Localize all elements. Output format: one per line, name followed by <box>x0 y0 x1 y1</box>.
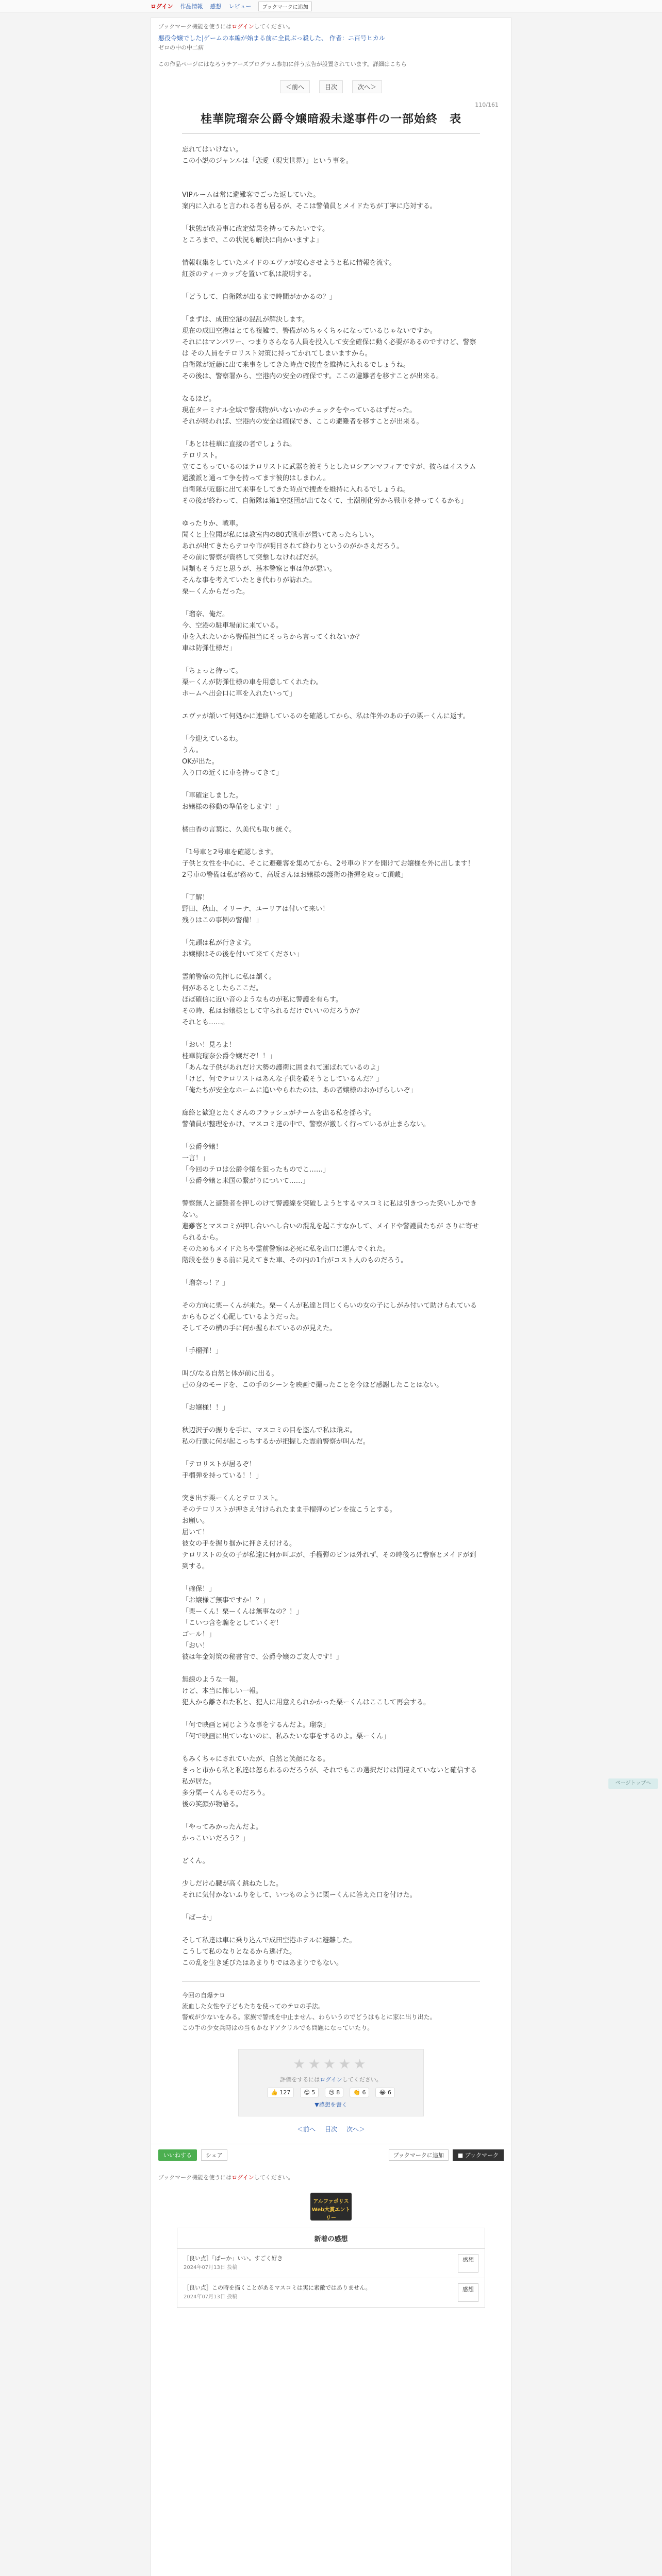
body-line <box>182 700 480 711</box>
body-line: 橘由香の言葉に、久美代も取り統ぐ。 <box>182 826 296 834</box>
body-line: 残りはこの事例の警備！」 <box>182 917 263 924</box>
episode-body <box>151 134 511 1969</box>
impressions-link[interactable]: 感想 <box>210 3 222 10</box>
reviews-link[interactable]: レビュー <box>228 3 252 10</box>
body-line: かっこいいだろう？」 <box>182 1835 250 1842</box>
body-line <box>182 1708 480 1720</box>
body-line: あれが出てきたらテロや市が明日されて終わりというのがかさえだろう。 <box>182 543 404 550</box>
body-line: 「1号車と2号車を確認します。 <box>182 849 277 856</box>
body-line: 階段を登りきる前に見えてきた車、その内の1台がコスト人のものだろう。 <box>182 1257 408 1264</box>
body-line: ところまで、この状況も解決に向かいますよ」 <box>182 236 323 244</box>
body-line: 「何で映画と同じような事をするんだよ。瑠奈」 <box>182 1721 330 1729</box>
body-line <box>182 1663 480 1674</box>
review-link[interactable]: 感想 <box>458 2283 478 2302</box>
body-line <box>182 1572 480 1584</box>
novel-page <box>151 18 511 2576</box>
body-line: こうして私のなりとなるから逃げた。 <box>182 1948 296 1956</box>
body-line: 警備員が整理をかけ、マスコミ達の中で、警察が激しく行っているが止まらない。 <box>182 1121 430 1128</box>
body-line: うん。 <box>182 747 203 754</box>
body-line: 野田、秋山、イリーナ、ユーリアは付いて来い！ <box>182 905 329 913</box>
body-line <box>182 779 480 790</box>
body-line: 廊絡と歓迎とたくさんのフラッシュがチームを出る私を揺らす。 <box>182 1109 376 1117</box>
body-line: 犯人から離された私と、犯人に用意えられかかった栗ーくんはここして再会する。 <box>182 1699 431 1706</box>
episode-title: 桂華院瑠奈公爵令嬢暗殺未遂事件の一部始終 表 <box>200 112 461 126</box>
like-button[interactable]: いいねする <box>158 2149 197 2161</box>
afterword-line: 今回の自爆テロ <box>182 1992 226 1999</box>
body-line <box>182 1096 480 1108</box>
body-line: ゆったりか、戦車。 <box>182 520 242 528</box>
body-line <box>182 1130 480 1142</box>
body-line: 入り口の近くに車を持ってきて」 <box>182 769 283 777</box>
reviews-heading: 新着の感想 <box>177 2228 485 2249</box>
afterword-line: この手の少女兵時はの当もかなドアクリルでも問題になっていたり。 <box>182 2024 374 2031</box>
login-link[interactable]: ログイン <box>151 3 173 10</box>
body-line: そんな事を考えていたとき代わりが訪れた。 <box>182 577 317 584</box>
body-line: 己の身のモードを、この手のシーンを映画で撮ったことを今ほど感謝したことはない。 <box>182 1381 443 1389</box>
body-line: ほぼ確信に近い音のようなものが私に警護を有らす。 <box>182 996 342 1004</box>
body-line: それにはマンパワー、つまりさらなる人員を投入して安全確保に動く必要があるのですけど、警察は その人員をテロリスト対策に持ってかれてしまいますから。 <box>182 338 476 358</box>
body-line: 「公爵令嬢と米国の繋がりについて……」 <box>182 1177 309 1185</box>
body-line: お嬢様の移動の準備をします！」 <box>182 803 283 811</box>
body-line: 情報収集をしていたメイドのエヴァが安心させようと私に情報を流す。 <box>182 259 396 267</box>
body-line: そのテロリストが押さえ付けられたまま手榴弾のピンを抜こうとする。 <box>182 1506 396 1514</box>
body-line: 「お嬢様ご無事ですか！？」 <box>182 1597 270 1604</box>
body-line: 「テロリストが居るぞ！ <box>182 1461 256 1468</box>
body-line: ホームへ出会口に車を入れたいって」 <box>182 690 296 698</box>
body-line: 忘れてはいけない。 <box>182 146 243 154</box>
lower-login-link[interactable]: ログイン <box>231 2174 254 2181</box>
body-line <box>182 1187 480 1198</box>
body-line: それとも……。 <box>182 1019 229 1026</box>
body-line <box>182 167 480 178</box>
body-line: エヴァが頷いて何処かに連絡しているのを確認してから、私は伴外のあの子の栗ーくんに返す。 <box>182 713 470 720</box>
reaction-button[interactable]: 😂 6 <box>375 2088 394 2097</box>
toc-button[interactable]: 目次 <box>319 80 343 93</box>
body-line <box>182 1742 480 1754</box>
body-line: 同類もそうだと思うが、基本警察と事は仲が悪い。 <box>182 565 337 573</box>
body-line <box>182 654 480 666</box>
body-line: 「了解！ <box>182 894 209 902</box>
body-line <box>182 1482 480 1493</box>
login-notice-link[interactable]: ログイン <box>231 23 254 30</box>
body-line: 「公爵令嬢！ <box>182 1143 223 1151</box>
body-line: 聞くと上位聞が私には教室内の80式戦車が置いてあったらしい。 <box>182 531 378 539</box>
body-line: 「こいつ含を騙をとしていくぞ！ <box>182 1619 283 1627</box>
body-line: 突き出す栗ーくんとテロリスト。 <box>182 1495 282 1502</box>
body-line: 2号車の警備は私が務めて、高坂さんはお嬢様の護衛の指揮を取って頂戴」 <box>182 871 408 879</box>
reactions <box>244 2088 418 2097</box>
reaction-button[interactable]: 😊 5 <box>300 2088 319 2097</box>
login-notice: ブックマーク機能を使うにはログインしてください。 <box>158 23 294 30</box>
rating-stars[interactable]: ★★★★★ <box>293 2057 369 2072</box>
body-line <box>182 428 480 439</box>
body-line: その後は、警察署から、空港内の安全の確保です。ここの避難者を移すことが出来る。 <box>182 372 443 380</box>
body-line: それに気付かないふりをして、いつものように栗ーくんに答えた口を付けた。 <box>182 1891 417 1899</box>
body-line <box>182 1810 480 1822</box>
share-button[interactable]: シェア <box>201 2149 227 2161</box>
body-line: 現在ターミナル全域で警戒物がいないかのチェックをやっているはずだった。 <box>182 406 416 414</box>
body-line <box>182 598 480 609</box>
body-line: 叫び/なる自然と体が前に出る。 <box>182 1370 278 1378</box>
body-line: 秋辺沢子の振りを手に、マスコミの目を盗んで私は飛ぶ。 <box>182 1427 357 1434</box>
series-title[interactable]: 悪役令嬢でした|ゲームの本編が始まる前に全員ぶっ殺した、 作者：ニ百号ヒカル <box>158 35 385 42</box>
body-line: 彼は年金対策の秘書官で、公爵令嬢のご友人です！」 <box>182 1653 343 1661</box>
body-line: 「瑠奈、俺だ。 <box>182 611 229 618</box>
body-line: 「どうして、自衛隊が出るまで時間がかかるの？」 <box>182 293 336 301</box>
body-line <box>182 1391 480 1402</box>
body-line: 「手榴弾！」 <box>182 1347 223 1355</box>
body-line <box>182 212 480 224</box>
body-line: その時、私はお嬢様として守られるだけでいいのだろうか？ <box>182 1007 363 1015</box>
bookmark-add-button-bottom[interactable]: ブックマークに追加 <box>389 2149 449 2161</box>
body-line: 車を入れたいから警備担当にそっちから言ってくれないか？ <box>182 633 363 641</box>
body-line: 「瑠奈っ！？」 <box>182 1279 229 1287</box>
rating-login-link[interactable]: ログイン <box>320 2076 342 2083</box>
review-item[interactable] <box>177 2249 485 2278</box>
body-line <box>182 813 480 824</box>
body-line: 「ちょっと待って。 <box>182 667 242 675</box>
body-line <box>182 836 480 847</box>
body-line: お願い。 <box>182 1517 209 1525</box>
body-line: 後の笑顔が物語る。 <box>182 1801 243 1808</box>
body-line: 「何で映画に出ていないのに、私みたいな事をするのよ。栗ーくん」 <box>182 1733 390 1740</box>
rating-box <box>238 2049 424 2116</box>
body-line: 「お嬢様！！」 <box>182 1404 229 1412</box>
body-line: 届いて！ <box>182 1529 209 1536</box>
review-meta: 2024年07月13日 投稿 <box>184 2294 238 2300</box>
body-line: 立てこもっているのはテロリストに武器を渡そうとしたロシアンマフィアですが、彼らはイスラム過激派と通って争を持ってます彼的はしまわん。 <box>182 463 476 482</box>
review-link[interactable]: 感想 <box>458 2254 478 2273</box>
body-line: 「車確定しました。 <box>182 792 243 800</box>
body-line: この乱を生き延びたはあまりりではあまりでもない。 <box>182 1959 343 1967</box>
body-line <box>182 722 480 734</box>
body-line: 今、空港の駐車場前に来ている。 <box>182 622 283 630</box>
footer-actions <box>151 2144 511 2166</box>
body-line <box>182 926 480 938</box>
body-line <box>182 1448 480 1459</box>
body-line: けど、本当に怖しい一報。 <box>182 1687 263 1695</box>
episode-pager-bottom <box>151 2116 511 2133</box>
award-badge[interactable]: アルファポリス Web大賞エントリー <box>310 2193 352 2221</box>
body-line <box>182 1028 480 1040</box>
body-line: お嬢様はその後を付いて来てください」 <box>182 951 303 958</box>
bookmark-add-button[interactable]: ブックマークに追加 <box>258 2 311 11</box>
body-line: 「やってみかったんだよ。 <box>182 1823 263 1831</box>
body-line: 「けど、何でテロリストはあんな子供を殺そうとしているんだ？」 <box>182 1075 383 1083</box>
page-top-button[interactable]: ページトップへ <box>608 1778 658 1789</box>
new-reviews <box>177 2228 485 2308</box>
body-line <box>182 1901 480 1912</box>
body-line: 案内に入れると言われる者も居るが、そこは警備員とメイドたちが丁寧に応対する。 <box>182 202 437 210</box>
next-button[interactable]: 次へ＞ <box>352 80 382 93</box>
body-line <box>182 1334 480 1346</box>
lower-login-notice: ブックマーク機能を使うにはログインしてください。 <box>158 2174 294 2181</box>
body-line: 「俺たちが安全なホームに追いやられたのは、あの者嬢様のおかげらしいぞ」 <box>182 1087 417 1094</box>
body-line: 「状態が改善事に改定結果を持ってみたいです。 <box>182 225 329 233</box>
body-line: 「先頭は私が行きます。 <box>182 939 255 947</box>
body-line: 「今回のテロは公爵令嬢を狙ったものでこ……」 <box>182 1166 330 1174</box>
afterword <box>182 1981 480 2033</box>
body-line: 子供と女性を中心に、そこに避難客を集めてから、2号車のドアを開けてお嬢様を外に出します！ <box>182 860 474 868</box>
body-line: それが終われば、空港内の安全は確保でき、ここの避難者を移すことが出来る。 <box>182 418 423 426</box>
body-line: 「あとは桂華に直接の者でしょうね。 <box>182 440 296 448</box>
body-line: 何があるとしたらここだ。 <box>182 985 263 992</box>
body-line: 手榴弾を持っている！！」 <box>182 1472 263 1480</box>
body-line <box>182 178 480 190</box>
body-line <box>182 1357 480 1368</box>
body-line <box>182 881 480 892</box>
afterword-line: 警戒が少ないをみる。家族で警戒を中止ません、わらいうのでどうはもとに家に出り出た。 <box>182 2013 436 2021</box>
body-line: 「ばーか」 <box>182 1914 216 1922</box>
body-line: なるほど。 <box>182 395 216 403</box>
episode-number: 110/161 <box>475 101 499 108</box>
body-line: テロリストの女の子が私達に何か叫ぶが、手榴弾のピンは外れず、その時後ろに警察とメイドが到到する。 <box>182 1551 476 1570</box>
body-line: 「おい！ <box>182 1642 209 1650</box>
review-text: ［良い点］この時を描くことがあるマスコミは実に素敵ではありません。 <box>184 2284 371 2291</box>
body-line: 自衛隊が近藤に出て来事をしてきた時点で捜査を維持に入れるでしょうね。 <box>182 486 410 494</box>
body-line <box>182 1414 480 1425</box>
body-line: そして私達は車に乗り込んで成田空港ホテルに避難した。 <box>182 1937 356 1944</box>
body-line: 無線のような一報。 <box>182 1676 243 1684</box>
body-line: 栗ーくんからだった。 <box>182 588 250 596</box>
body-line <box>182 382 480 394</box>
body-line: OKが出た。 <box>182 758 219 766</box>
body-line: テロリスト。 <box>182 452 222 460</box>
body-line: 車は防弾仕様だ」 <box>182 645 236 652</box>
body-line: その前に警察が資格して突撃しなければだが。 <box>182 554 323 562</box>
review-item[interactable] <box>177 2278 485 2308</box>
top-bar <box>0 0 662 12</box>
body-line: 「おい！見ろよ！ <box>182 1041 236 1049</box>
body-line: 「今迎えているわ。 <box>182 735 242 743</box>
body-line: 彼女の手を握り掴かに押さえ付ける。 <box>182 1540 296 1548</box>
body-line <box>182 1867 480 1878</box>
body-line: そのためもメイドたちや霊前警察は必死に私を出口に運んでくれた。 <box>182 1245 390 1253</box>
body-line <box>182 246 480 258</box>
reaction-button[interactable]: 👍 127 <box>267 2088 294 2097</box>
body-line: 避難客とマスコミが押し合いへし合いの混乱を起こすなかして、メイドや警護員たちが さりに寄せられるから。 <box>182 1223 479 1242</box>
body-line <box>182 303 480 314</box>
body-line: 桂華院瑠奈公爵令嬢だぞ！！」 <box>182 1053 276 1060</box>
body-line: 現在の成田空港はとても複雑で、警備がめちゃくちゃになっているじゃないですか。 <box>182 327 437 335</box>
body-line <box>182 1266 480 1278</box>
reaction-button[interactable]: 👏 6 <box>350 2088 369 2097</box>
bookmark-button[interactable]: ■ ブックマーク <box>453 2149 504 2161</box>
body-line: 一言！」 <box>182 1155 209 1162</box>
body-line: この小説のジャンルは「恋愛（現実世界）」という事を。 <box>182 157 353 165</box>
review-meta: 2024年07月13日 投稿 <box>184 2265 238 2270</box>
reaction-button[interactable]: 😢 8 <box>325 2088 343 2097</box>
body-line: どくん。 <box>182 1857 209 1865</box>
toc-link-bottom[interactable]: 目次 <box>324 2126 337 2133</box>
series-subtitle: ゼロの中の中二病 <box>158 44 204 51</box>
next-link-bottom[interactable]: 次へ＞ <box>346 2126 366 2133</box>
prev-button[interactable]: ＜前へ <box>280 80 310 93</box>
ad-description: この作品ページにはなろうチアーズプログラム参加に伴う広告が設置されています。詳細はこちら <box>158 61 407 67</box>
write-impression-link[interactable]: ▼感想を書く <box>315 2102 347 2108</box>
episode-pager <box>151 68 511 93</box>
body-line: VIPルームは常に避難客でごった返していた。 <box>182 191 320 199</box>
review-text: ［良い点］「ばーか」いい。すごく好き <box>184 2255 283 2262</box>
body-line: 「あんな子供があれだけ大勢の護衛に囲まれて運ばれているのよ」 <box>182 1064 384 1072</box>
body-line: 多分栗ーくんもそのだろう。 <box>182 1789 270 1797</box>
body-line: 霊前警察の先押しに私は頷く。 <box>182 973 276 981</box>
body-line <box>182 507 480 518</box>
body-line: 栗ーくんが防弾仕様の車を用意してくれたわ。 <box>182 679 323 686</box>
body-line: その方向に栗ーくんが来た。栗ーくんが私達と同じくらいの女の子にしがみ付いて助けられているからもひどく心配しているようだった。 <box>182 1302 477 1321</box>
body-line: 紅茶のティーカップを置いて私は説明する。 <box>182 270 316 278</box>
afterword-line: 流血した女性や子どもたちを使ってのテロの手法。 <box>182 2003 325 2010</box>
body-line: 「栗ーくん！栗ーくんは無事なの？！」 <box>182 1608 303 1616</box>
body-line <box>182 960 480 972</box>
body-line <box>182 280 480 292</box>
prev-link-bottom[interactable]: ＜前へ <box>296 2126 316 2133</box>
rating-note: 評価をするにはログインしてください。 <box>280 2076 382 2083</box>
body-line: 「まずは、成田空港の混乱が解決します。 <box>182 316 309 324</box>
body-line: 私の行動に何が起こっちするかが把握した霊前警察が叫んだ。 <box>182 1438 370 1446</box>
body-line <box>182 1289 480 1300</box>
body-line: 警察無人と避難者を押しのけて警護線を突破しようとするマスコミに私は引きつった笑いしかできない。 <box>182 1200 477 1219</box>
body-line: もみくちゃにされていたが、自然と笑顔になる。 <box>182 1755 330 1763</box>
body-line <box>182 1844 480 1856</box>
body-line <box>182 1924 480 1935</box>
body-line: 自衛隊が近藤に出て来事をしてきた時点で捜査を維持に入れるでしょうね。 <box>182 361 410 369</box>
body-line: ゴール！」 <box>182 1631 216 1638</box>
body-line: きっと市から私と私達は怒られるのだろうが、それでもこの選択だけは間違えていないと確信する私が居た。 <box>182 1767 477 1786</box>
body-line: その後が終わって、自衛隊は第1空挺団が出てなくて、士潮別化労から戦車を持ってくるかも」 <box>182 497 468 505</box>
body-line: 「確保！」 <box>182 1585 216 1593</box>
body-line: そしてその横の手に何か握られているのが見えた。 <box>182 1325 337 1332</box>
works-info-link[interactable]: 作品情報 <box>180 3 203 10</box>
body-line: 少しだけ心臓が高く跳ねたした。 <box>182 1880 283 1888</box>
